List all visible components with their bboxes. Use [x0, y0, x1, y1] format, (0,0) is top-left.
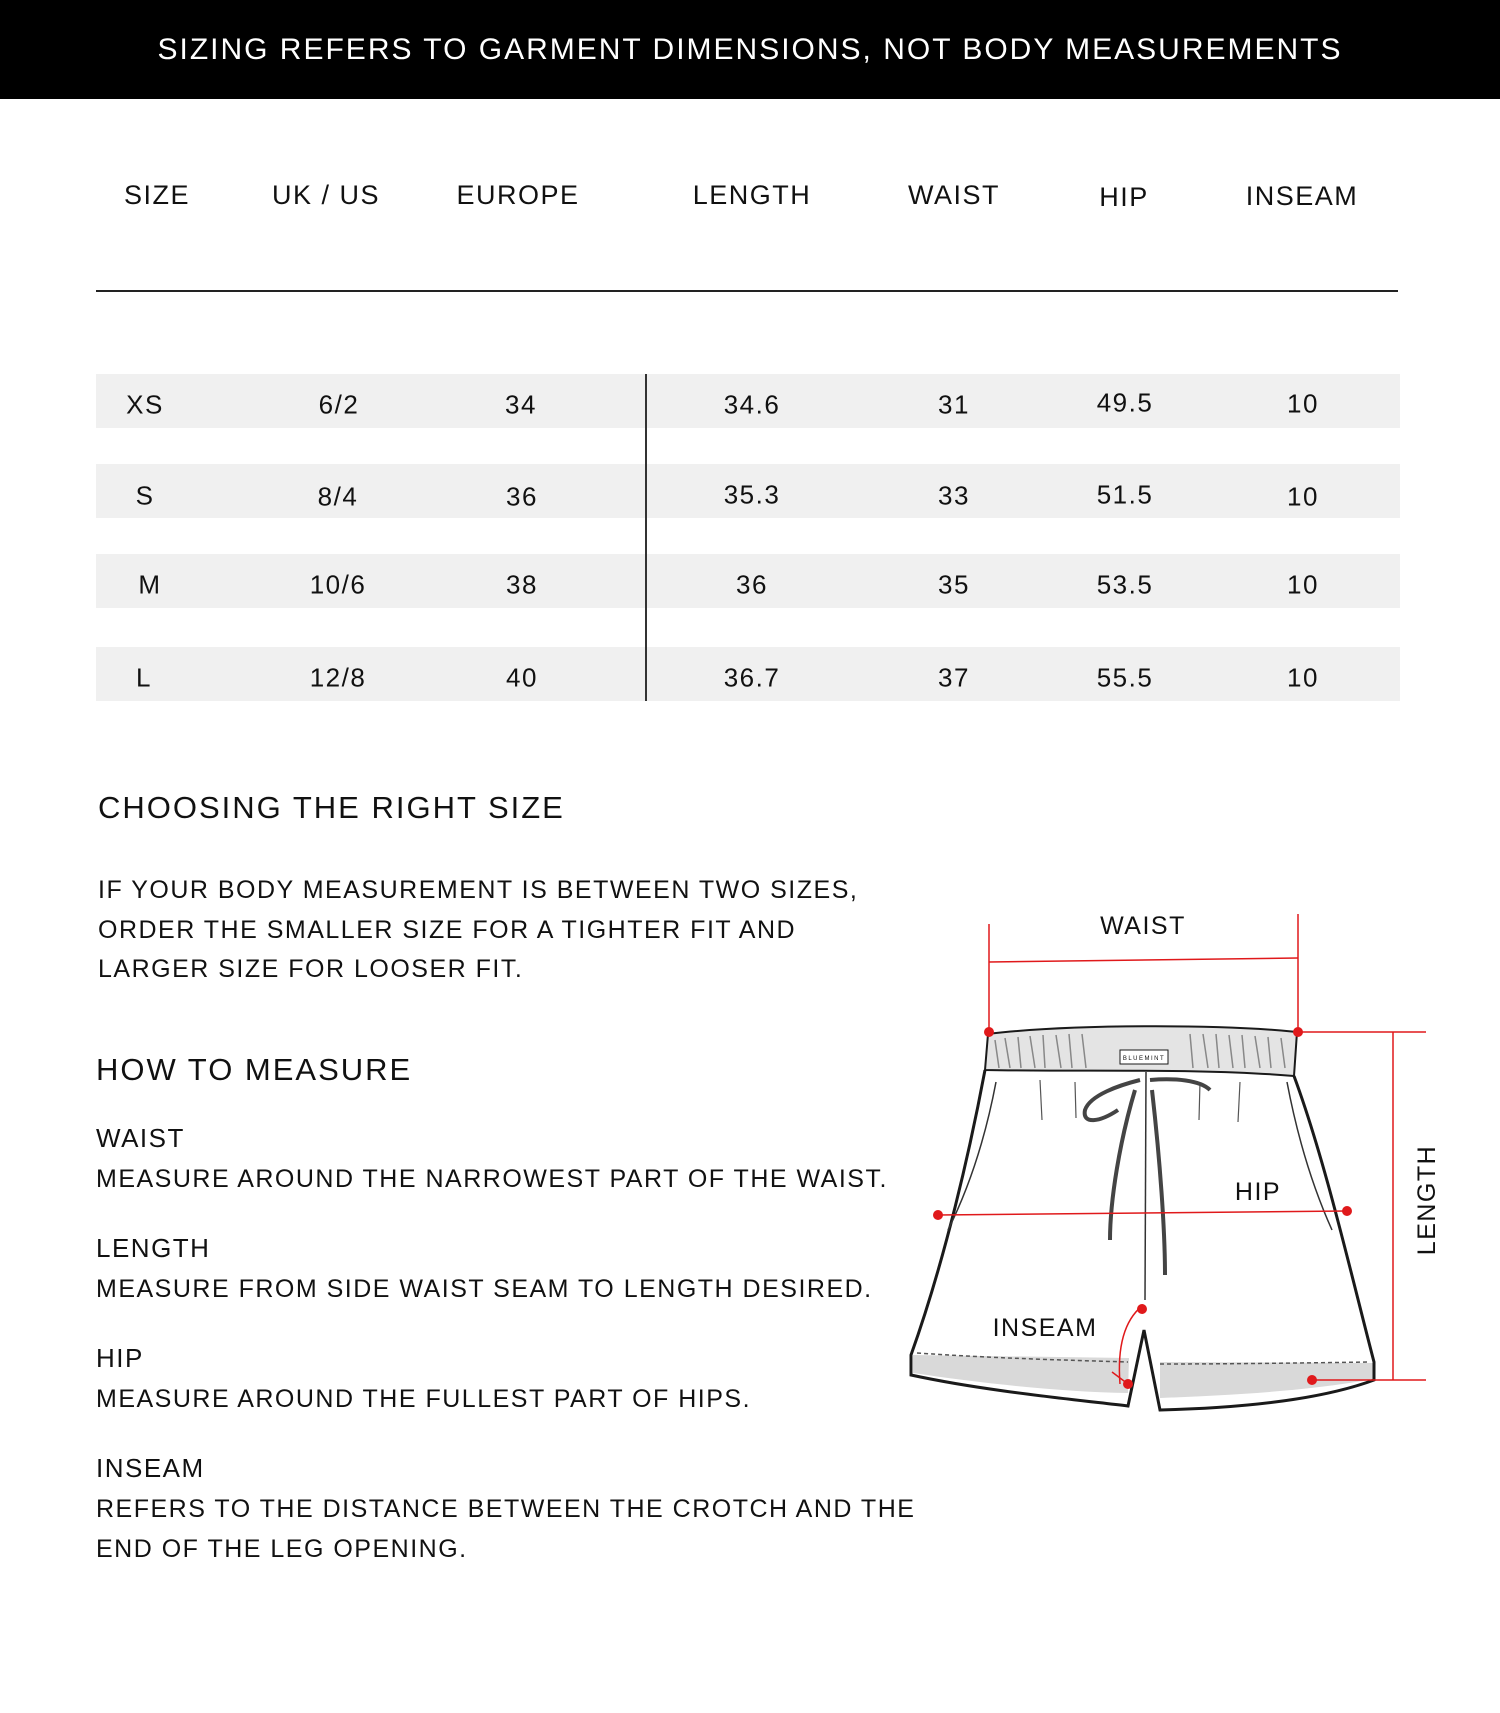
description-line: MEASURE AROUND THE NARROWEST PART OF THE WAIST. — [96, 1165, 888, 1193]
cell-waist: 35 — [938, 569, 970, 600]
cell-europe: 40 — [506, 662, 538, 693]
choosing-line: IF YOUR BODY MEASUREMENT IS BETWEEN TWO SIZES, — [98, 876, 859, 904]
cell-hip: 49.5 — [1096, 387, 1154, 418]
description-line: END OF THE LEG OPENING. — [96, 1534, 468, 1563]
choosing-line: LARGER SIZE FOR LOOSER FIT. — [98, 955, 524, 983]
cell-uk-us: 10/6 — [309, 569, 367, 600]
cell-uk-us: 12/8 — [309, 662, 367, 693]
column-divider — [645, 374, 647, 701]
inseam-title: INSEAM — [96, 1453, 205, 1483]
cell-waist: 33 — [938, 480, 970, 511]
length-description — [96, 1270, 873, 1310]
inseam-description — [96, 1490, 915, 1569]
choosing-text — [98, 871, 858, 990]
cell-length: 35.3 — [723, 479, 781, 510]
description-line: MEASURE AROUND THE FULLEST PART OF HIPS. — [96, 1385, 752, 1413]
drawstring — [1085, 1079, 1210, 1275]
header-waist: WAIST — [908, 180, 1000, 210]
header-inseam: INSEAM — [1245, 181, 1359, 211]
cell-length: 36 — [736, 569, 768, 600]
description-line: REFERS TO THE DISTANCE BETWEEN THE CROTCH AND THE — [96, 1495, 916, 1523]
cell-length: 34.6 — [723, 389, 781, 420]
cell-hip: 51.5 — [1096, 479, 1154, 510]
length-label: LENGTH — [1413, 1144, 1441, 1256]
header-uk-us: UK / US — [271, 180, 381, 210]
cell-inseam: 10 — [1287, 481, 1319, 512]
left-hem-shade — [913, 1355, 1129, 1393]
cell-inseam: 10 — [1287, 388, 1319, 419]
cell-size: L — [136, 662, 152, 693]
cell-europe: 36 — [506, 481, 538, 512]
banner-text: SIZING REFERS TO GARMENT DIMENSIONS, NOT BODY MEASUREMENTS — [157, 32, 1343, 66]
fabric-folds — [1040, 1080, 1240, 1122]
header-europe: EUROPE — [456, 180, 580, 210]
cell-waist: 31 — [938, 389, 970, 420]
cell-size: M — [138, 569, 162, 600]
cell-uk-us: 8/4 — [317, 481, 359, 512]
inseam-label: INSEAM — [992, 1314, 1098, 1342]
header-length: LENGTH — [692, 180, 812, 210]
shorts-diagram — [900, 890, 1460, 1430]
waist-description — [96, 1160, 888, 1200]
choosing-title: CHOOSING THE RIGHT SIZE — [98, 790, 565, 825]
cell-inseam: 10 — [1287, 569, 1319, 600]
waist-title: WAIST — [96, 1123, 185, 1153]
length-title: LENGTH — [96, 1233, 211, 1263]
sizing-banner — [0, 0, 1500, 99]
cell-europe: 38 — [506, 569, 538, 600]
hip-title: HIP — [96, 1343, 144, 1373]
cell-hip: 53.5 — [1096, 569, 1154, 600]
cell-size: XS — [126, 389, 164, 420]
description-line: MEASURE FROM SIDE WAIST SEAM TO LENGTH DESIRED. — [96, 1275, 873, 1303]
cell-uk-us: 6/2 — [318, 389, 360, 420]
cell-waist: 37 — [938, 662, 970, 693]
header-hip: HIP — [1099, 182, 1149, 212]
brand-tag-label: BLUEMINT — [1122, 1056, 1166, 1062]
cell-length: 36.7 — [723, 662, 781, 693]
right-pocket-seam — [1287, 1082, 1332, 1230]
hip-label: HIP — [1234, 1178, 1282, 1206]
cell-hip: 55.5 — [1096, 662, 1154, 693]
cell-europe: 34 — [505, 389, 537, 420]
header-divider — [96, 290, 1398, 292]
waist-label: WAIST — [1100, 912, 1186, 940]
center-seam — [1145, 1072, 1146, 1300]
header-size: SIZE — [123, 180, 191, 210]
how-to-measure-title: HOW TO MEASURE — [96, 1052, 413, 1087]
choosing-line: ORDER THE SMALLER SIZE FOR A TIGHTER FIT AND — [98, 915, 797, 944]
cell-inseam: 10 — [1287, 662, 1319, 693]
hip-description — [96, 1380, 751, 1420]
cell-size: S — [135, 480, 155, 511]
